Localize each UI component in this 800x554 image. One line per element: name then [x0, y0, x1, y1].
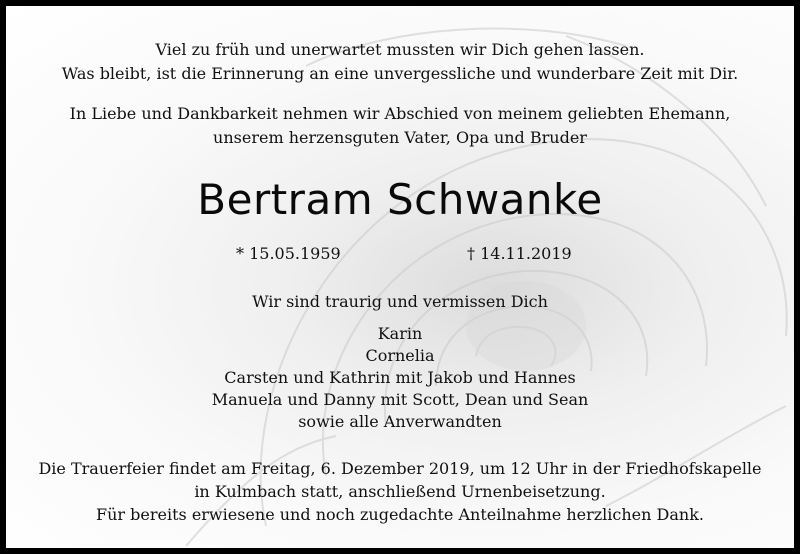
intro-line-2: Was bleibt, ist die Erinnerung an eine unvergessliche und wunderbare Zeit mit Dir.	[61, 64, 739, 83]
obituary-content	[6, 6, 794, 548]
mourner-name: Carsten und Kathrin mit Jakob und Hannes	[224, 368, 576, 387]
death-date: † 14.11.2019	[467, 244, 572, 263]
intro-line-1: Viel zu früh und unerwartet mussten wir Dich gehen lassen.	[155, 40, 645, 59]
thanks-line: Für bereits erwiesene und noch zugedachte Anteilnahme herzlichen Dank.	[96, 505, 704, 524]
deceased-name: Bertram Schwanke	[197, 175, 603, 224]
service-line-2: in Kulmbach statt, anschließend Urnenbeisetzung.	[194, 482, 606, 501]
mourner-name: Karin	[377, 324, 423, 343]
farewell-line-2: unserem herzensguten Vater, Opa und Bruder	[213, 128, 587, 147]
farewell-line-1: In Liebe und Dankbarkeit nehmen wir Abschied von meinem geliebten Ehemann,	[69, 104, 731, 123]
mourner-name: sowie alle Anverwandten	[298, 412, 502, 431]
mourners-intro: Wir sind traurig und vermissen Dich	[252, 292, 548, 311]
birth-date: * 15.05.1959	[236, 244, 341, 263]
mourner-name: Manuela und Danny mit Scott, Dean und Sean	[211, 390, 589, 409]
service-line-1: Die Trauerfeier findet am Freitag, 6. Dezember 2019, um 12 Uhr in der Friedhofskapelle	[38, 459, 762, 478]
mourner-name: Cornelia	[365, 346, 435, 365]
